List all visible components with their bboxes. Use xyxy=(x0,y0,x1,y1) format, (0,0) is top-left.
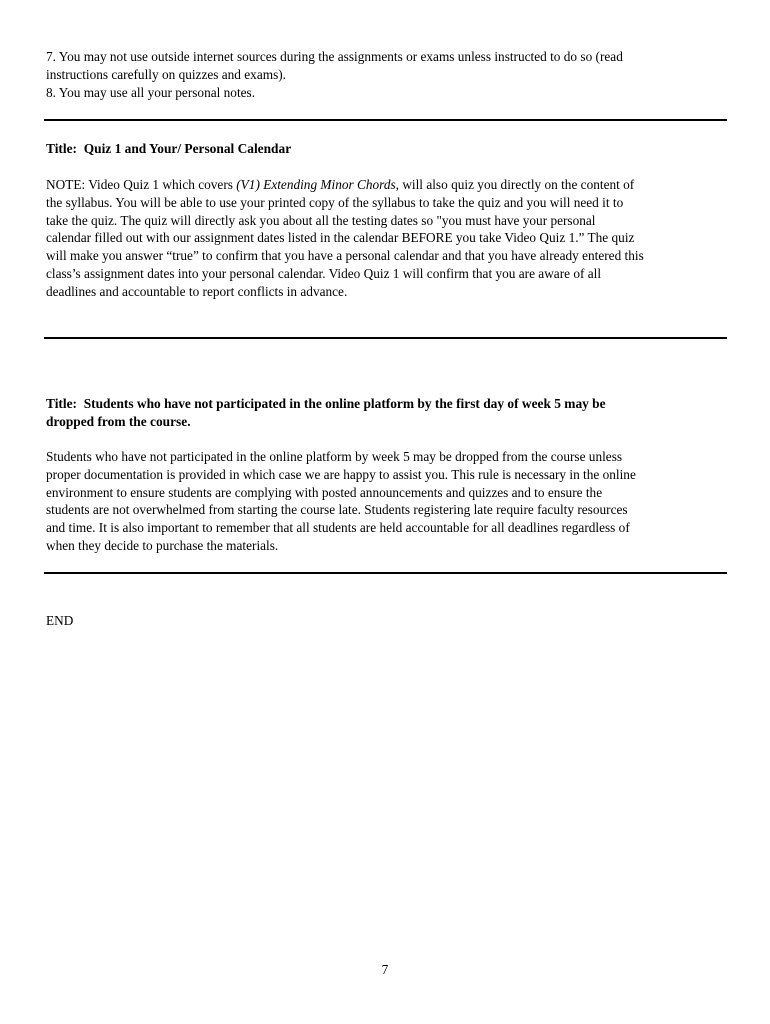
section-divider-1 xyxy=(44,119,727,121)
drop-section-title xyxy=(46,395,728,431)
drop-body-line-4: students are not overwhelmed from starting the course late. Students registering late require faculty resources xyxy=(46,502,628,518)
quiz-title-prefix: Title: xyxy=(46,141,77,156)
quiz-section-title xyxy=(46,140,728,158)
drop-title-prefix: Title: xyxy=(46,396,77,411)
quiz-note-line-1-b: , will also quiz you directly on the content of xyxy=(395,177,635,192)
drop-title-line-2: dropped from the course. xyxy=(46,413,191,429)
page-number: 7 xyxy=(381,962,389,977)
drop-body-line-2: proper documentation is provided in which case we are happy to assist you. This rule is necessary in the online xyxy=(46,466,636,482)
section-divider-2 xyxy=(44,337,727,339)
drop-body-line-3: environment to ensure students are complying with posted announcements and quizzes and to ensure the xyxy=(46,484,603,500)
drop-body-line-6: when they decide to purchase the materials. xyxy=(46,537,279,553)
section-divider-3 xyxy=(44,572,727,574)
drop-title-line-1: Students who have not participated in the online platform by the first day of week 5 may be xyxy=(83,396,606,411)
rule-item-8: 8. You may use all your personal notes. xyxy=(46,84,256,100)
quiz-note-line-4: calendar filled out with our assignment dates listed in the calendar BEFORE you take Video Quiz 1.” The quiz xyxy=(46,230,635,246)
drop-body-line-5: and time. It is also important to remember that all students are held accountable for all deadlines regardless of xyxy=(46,520,630,536)
quiz-note-line-1-a: NOTE: Video Quiz 1 which covers xyxy=(46,177,237,192)
quiz-note-topic: (V1) Extending Minor Chords xyxy=(236,177,396,192)
rules-list xyxy=(46,48,731,101)
end-marker: END xyxy=(46,613,74,628)
rule-item-7-line-2: instructions carefully on quizzes and exams). xyxy=(46,66,287,82)
rule-item-7-line-1: 7. You may not use outside internet sources during the assignments or exams unless instructed to do so (read xyxy=(46,49,623,64)
quiz-note-line-2: the syllabus. You will be able to use your printed copy of the syllabus to take the quiz and you will need it to xyxy=(46,194,624,210)
drop-body-paragraph xyxy=(46,448,730,555)
quiz-note-line-6: class’s assignment dates into your personal calendar. Video Quiz 1 will confirm that you are aware of all xyxy=(46,265,602,281)
quiz-note-line-5: will make you answer “true” to confirm that you have a personal calendar and that you have already entered this xyxy=(46,248,644,264)
quiz-note-paragraph xyxy=(46,176,730,301)
quiz-title-text: Quiz 1 and Your/ Personal Calendar xyxy=(83,141,292,156)
drop-body-line-1: Students who have not participated in the online platform by week 5 may be dropped from the course unless xyxy=(46,449,623,464)
quiz-note-line-3: take the quiz. The quiz will directly ask you about all the testing dates so "you must have your personal xyxy=(46,212,596,228)
quiz-note-line-7: deadlines and accountable to report conflicts in advance. xyxy=(46,283,348,299)
